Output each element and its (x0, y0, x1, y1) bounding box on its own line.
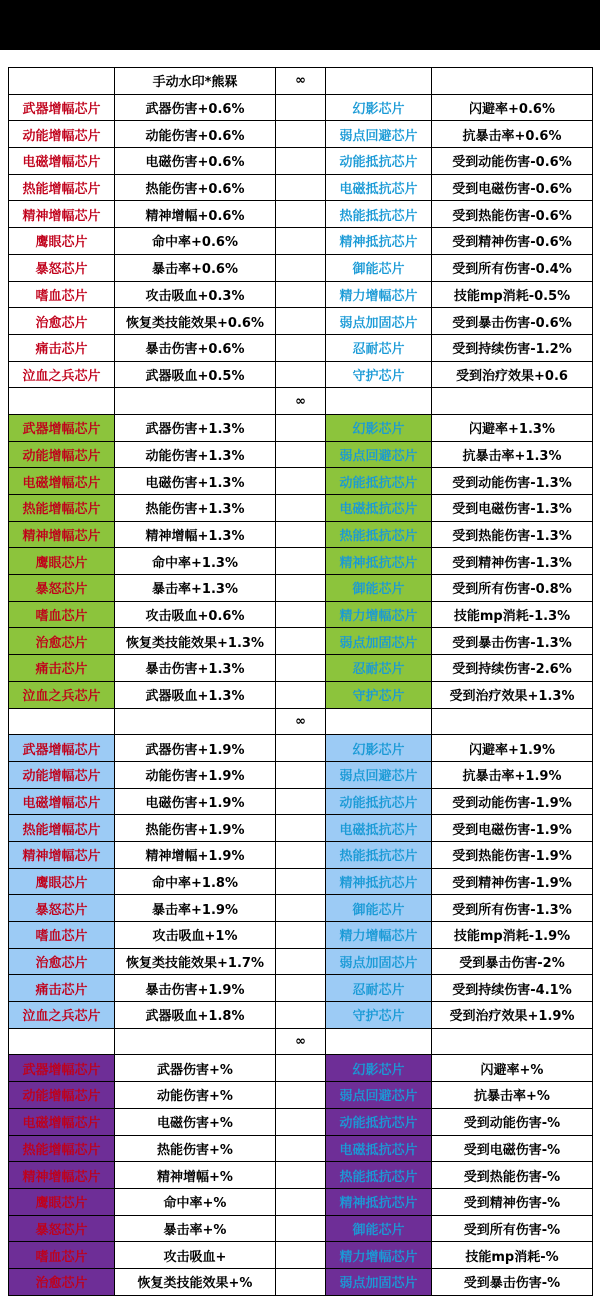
left-chip-name: 动能增幅芯片 (9, 761, 115, 788)
empty-cell (276, 308, 326, 335)
left-chip-stat: 热能伤害+0.6% (115, 174, 276, 201)
block-header-row (9, 708, 593, 735)
right-chip-name: 精神抵抗芯片 (326, 548, 432, 575)
right-chip-stat: 受到电磁伤害-1.9% (432, 815, 593, 842)
left-chip-name: 痛击芯片 (9, 975, 115, 1002)
left-chip-name: 泣血之兵芯片 (9, 681, 115, 708)
left-chip-stat: 电磁伤害+1.3% (115, 468, 276, 495)
left-chip-stat: 精神增幅+1.9% (115, 841, 276, 868)
right-chip-stat: 抗暴击率+1.9% (432, 761, 593, 788)
right-chip-name: 忍耐芯片 (326, 655, 432, 682)
left-chip-name: 武器增幅芯片 (9, 94, 115, 121)
left-chip-name: 电磁增幅芯片 (9, 468, 115, 495)
infinity-symbol: ∞ (276, 68, 326, 95)
left-chip-name: 武器增幅芯片 (9, 735, 115, 762)
empty-cell (276, 1055, 326, 1082)
empty-cell (276, 361, 326, 388)
table-row (9, 1188, 593, 1215)
table-row (9, 815, 593, 842)
left-chip-name: 电磁增幅芯片 (9, 148, 115, 175)
left-chip-name: 精神增幅芯片 (9, 1162, 115, 1189)
right-chip-name: 动能抵抗芯片 (326, 468, 432, 495)
table-row (9, 441, 593, 468)
empty-cell (276, 1135, 326, 1162)
left-chip-stat: 恢复类技能效果+% (115, 1268, 276, 1295)
right-chip-stat: 技能mp消耗-1.3% (432, 601, 593, 628)
left-chip-name: 暴怒芯片 (9, 575, 115, 602)
right-chip-name: 动能抵抗芯片 (326, 788, 432, 815)
left-chip-stat: 动能伤害+0.6% (115, 121, 276, 148)
empty-cell (276, 628, 326, 655)
table-row (9, 601, 593, 628)
table-row (9, 1135, 593, 1162)
left-chip-name: 治愈芯片 (9, 948, 115, 975)
empty-cell (326, 388, 432, 415)
table-row (9, 841, 593, 868)
table-row (9, 361, 593, 388)
right-chip-stat: 受到电磁伤害-% (432, 1135, 593, 1162)
right-chip-name: 弱点回避芯片 (326, 441, 432, 468)
right-chip-name: 幻影芯片 (326, 414, 432, 441)
empty-cell (276, 922, 326, 949)
table-row (9, 414, 593, 441)
right-chip-stat: 受到治疗效果+0.6 (432, 361, 593, 388)
empty-cell (276, 1268, 326, 1295)
right-chip-name: 精力增幅芯片 (326, 281, 432, 308)
table-row (9, 1162, 593, 1189)
block-header-row (9, 1028, 593, 1055)
right-chip-name: 忍耐芯片 (326, 975, 432, 1002)
right-chip-name: 幻影芯片 (326, 94, 432, 121)
right-chip-name: 精神抵抗芯片 (326, 868, 432, 895)
right-chip-stat: 抗暴击率+% (432, 1082, 593, 1109)
left-chip-name: 鹰眼芯片 (9, 228, 115, 255)
empty-cell (276, 1108, 326, 1135)
empty-cell (276, 228, 326, 255)
left-chip-name: 鹰眼芯片 (9, 548, 115, 575)
left-chip-stat: 恢复类技能效果+0.6% (115, 308, 276, 335)
right-chip-stat: 受到电磁伤害-0.6% (432, 174, 593, 201)
right-chip-name: 忍耐芯片 (326, 334, 432, 361)
right-chip-stat: 受到热能伤害-0.6% (432, 201, 593, 228)
empty-cell (276, 1082, 326, 1109)
right-chip-name: 弱点加固芯片 (326, 1268, 432, 1295)
empty-cell (276, 655, 326, 682)
left-chip-stat: 暴击率+% (115, 1215, 276, 1242)
right-chip-stat: 闪避率+0.6% (432, 94, 593, 121)
left-chip-stat: 动能伤害+1.3% (115, 441, 276, 468)
left-chip-stat: 动能伤害+% (115, 1082, 276, 1109)
left-chip-name: 嗜血芯片 (9, 601, 115, 628)
empty-cell (276, 94, 326, 121)
table-row (9, 121, 593, 148)
left-chip-name: 治愈芯片 (9, 628, 115, 655)
table-row (9, 334, 593, 361)
table-row (9, 281, 593, 308)
left-chip-name: 治愈芯片 (9, 308, 115, 335)
right-chip-name: 精神抵抗芯片 (326, 228, 432, 255)
left-chip-stat: 武器吸血+0.5% (115, 361, 276, 388)
table-row (9, 148, 593, 175)
right-chip-name: 精神抵抗芯片 (326, 1188, 432, 1215)
right-chip-name: 精力增幅芯片 (326, 1242, 432, 1269)
table-row (9, 788, 593, 815)
empty-cell (9, 388, 115, 415)
empty-cell (276, 868, 326, 895)
right-chip-stat: 受到持续伤害-2.6% (432, 655, 593, 682)
right-chip-name: 电磁抵抗芯片 (326, 815, 432, 842)
table-row (9, 254, 593, 281)
left-chip-stat: 热能伤害+% (115, 1135, 276, 1162)
right-chip-name: 幻影芯片 (326, 1055, 432, 1082)
right-chip-stat: 受到所有伤害-0.8% (432, 575, 593, 602)
right-chip-stat: 受到动能伤害-1.3% (432, 468, 593, 495)
left-chip-stat: 热能伤害+1.9% (115, 815, 276, 842)
left-chip-stat: 命中率+% (115, 1188, 276, 1215)
left-chip-stat: 暴击伤害+1.3% (115, 655, 276, 682)
right-chip-name: 电磁抵抗芯片 (326, 174, 432, 201)
table-body (9, 68, 593, 1296)
empty-cell (276, 735, 326, 762)
empty-cell (276, 1188, 326, 1215)
empty-cell (9, 708, 115, 735)
left-chip-stat: 暴击伤害+1.9% (115, 975, 276, 1002)
right-chip-name: 弱点回避芯片 (326, 121, 432, 148)
left-chip-name: 动能增幅芯片 (9, 121, 115, 148)
left-chip-stat: 暴击伤害+0.6% (115, 334, 276, 361)
table-row (9, 495, 593, 522)
table-row (9, 1082, 593, 1109)
left-chip-name: 热能增幅芯片 (9, 174, 115, 201)
table-row (9, 922, 593, 949)
table-row (9, 895, 593, 922)
left-chip-name: 鹰眼芯片 (9, 1188, 115, 1215)
right-chip-stat: 受到动能伤害-% (432, 1108, 593, 1135)
right-chip-stat: 受到所有伤害-1.3% (432, 895, 593, 922)
empty-cell (115, 708, 276, 735)
table-row (9, 655, 593, 682)
left-chip-name: 武器增幅芯片 (9, 1055, 115, 1082)
empty-cell (9, 68, 115, 95)
left-chip-name: 热能增幅芯片 (9, 495, 115, 522)
left-chip-name: 痛击芯片 (9, 334, 115, 361)
left-chip-stat: 武器吸血+1.3% (115, 681, 276, 708)
table-row (9, 201, 593, 228)
empty-cell (326, 1028, 432, 1055)
table-row (9, 575, 593, 602)
right-chip-stat: 受到暴击伤害-0.6% (432, 308, 593, 335)
left-chip-stat: 攻击吸血+0.6% (115, 601, 276, 628)
right-chip-name: 电磁抵抗芯片 (326, 1135, 432, 1162)
right-chip-stat: 受到所有伤害-0.4% (432, 254, 593, 281)
left-chip-stat: 暴击率+0.6% (115, 254, 276, 281)
right-chip-name: 守护芯片 (326, 1002, 432, 1029)
right-chip-name: 热能抵抗芯片 (326, 841, 432, 868)
right-chip-name: 弱点回避芯片 (326, 761, 432, 788)
left-chip-stat: 武器伤害+% (115, 1055, 276, 1082)
left-chip-stat: 电磁伤害+0.6% (115, 148, 276, 175)
left-chip-name: 嗜血芯片 (9, 281, 115, 308)
right-chip-name: 热能抵抗芯片 (326, 201, 432, 228)
right-chip-stat: 技能mp消耗-% (432, 1242, 593, 1269)
right-chip-stat: 技能mp消耗-1.9% (432, 922, 593, 949)
empty-cell (276, 148, 326, 175)
right-chip-name: 动能抵抗芯片 (326, 148, 432, 175)
left-chip-name: 嗜血芯片 (9, 922, 115, 949)
empty-cell (276, 1002, 326, 1029)
table-row (9, 1215, 593, 1242)
right-chip-name: 弱点回避芯片 (326, 1082, 432, 1109)
right-chip-stat: 受到动能伤害-1.9% (432, 788, 593, 815)
empty-cell (276, 121, 326, 148)
empty-cell (276, 1215, 326, 1242)
left-chip-name: 暴怒芯片 (9, 895, 115, 922)
table-row (9, 868, 593, 895)
right-chip-stat: 受到热能伤害-% (432, 1162, 593, 1189)
table-row (9, 761, 593, 788)
table-row (9, 681, 593, 708)
left-chip-name: 精神增幅芯片 (9, 201, 115, 228)
empty-cell (276, 441, 326, 468)
left-chip-stat: 武器伤害+0.6% (115, 94, 276, 121)
right-chip-name: 御能芯片 (326, 254, 432, 281)
left-chip-name: 痛击芯片 (9, 655, 115, 682)
right-chip-stat: 受到暴击伤害-1.3% (432, 628, 593, 655)
empty-cell (276, 815, 326, 842)
left-chip-stat: 热能伤害+1.3% (115, 495, 276, 522)
left-chip-name: 嗜血芯片 (9, 1242, 115, 1269)
right-chip-name: 热能抵抗芯片 (326, 1162, 432, 1189)
empty-cell (276, 841, 326, 868)
empty-cell (115, 1028, 276, 1055)
left-chip-name: 热能增幅芯片 (9, 1135, 115, 1162)
right-chip-stat: 受到电磁伤害-1.3% (432, 495, 593, 522)
left-chip-stat: 武器伤害+1.3% (115, 414, 276, 441)
right-chip-stat: 受到精神伤害-0.6% (432, 228, 593, 255)
empty-cell (432, 708, 593, 735)
left-chip-stat: 攻击吸血+ (115, 1242, 276, 1269)
left-chip-name: 精神增幅芯片 (9, 521, 115, 548)
left-chip-stat: 暴击率+1.3% (115, 575, 276, 602)
empty-cell (432, 68, 593, 95)
table-row (9, 1002, 593, 1029)
left-chip-name: 武器增幅芯片 (9, 414, 115, 441)
top-status-bar (0, 0, 600, 50)
right-chip-name: 御能芯片 (326, 895, 432, 922)
left-chip-name: 泣血之兵芯片 (9, 1002, 115, 1029)
left-chip-stat: 命中率+1.8% (115, 868, 276, 895)
right-chip-stat: 受到持续伤害-4.1% (432, 975, 593, 1002)
right-chip-name: 弱点加固芯片 (326, 308, 432, 335)
table-row (9, 1055, 593, 1082)
table-row (9, 94, 593, 121)
left-chip-name: 热能增幅芯片 (9, 815, 115, 842)
left-chip-name: 动能增幅芯片 (9, 441, 115, 468)
table-row (9, 468, 593, 495)
empty-cell (326, 68, 432, 95)
right-chip-stat: 受到热能伤害-1.3% (432, 521, 593, 548)
right-chip-name: 弱点加固芯片 (326, 948, 432, 975)
empty-cell (276, 681, 326, 708)
left-chip-stat: 精神增幅+0.6% (115, 201, 276, 228)
chip-stats-table (8, 67, 593, 1296)
empty-cell (276, 761, 326, 788)
left-chip-name: 治愈芯片 (9, 1268, 115, 1295)
empty-cell (276, 548, 326, 575)
watermark-title: 手动水印*熊槑 (115, 68, 276, 95)
empty-cell (276, 495, 326, 522)
infinity-symbol: ∞ (276, 1028, 326, 1055)
left-chip-stat: 电磁伤害+% (115, 1108, 276, 1135)
block-header-row (9, 388, 593, 415)
right-chip-name: 守护芯片 (326, 361, 432, 388)
empty-cell (9, 1028, 115, 1055)
left-chip-name: 暴怒芯片 (9, 1215, 115, 1242)
table-row (9, 308, 593, 335)
right-chip-name: 御能芯片 (326, 1215, 432, 1242)
left-chip-stat: 恢复类技能效果+1.3% (115, 628, 276, 655)
table-row (9, 521, 593, 548)
empty-cell (276, 414, 326, 441)
right-chip-stat: 受到暴击伤害-% (432, 1268, 593, 1295)
table-row (9, 735, 593, 762)
right-chip-stat: 闪避率+1.3% (432, 414, 593, 441)
table-row (9, 1242, 593, 1269)
empty-cell (276, 334, 326, 361)
right-chip-stat: 受到热能伤害-1.9% (432, 841, 593, 868)
empty-cell (276, 174, 326, 201)
right-chip-name: 热能抵抗芯片 (326, 521, 432, 548)
table-row (9, 228, 593, 255)
left-chip-name: 电磁增幅芯片 (9, 1108, 115, 1135)
empty-cell (276, 1162, 326, 1189)
right-chip-stat: 抗暴击率+1.3% (432, 441, 593, 468)
empty-cell (432, 388, 593, 415)
infinity-symbol: ∞ (276, 708, 326, 735)
left-chip-name: 动能增幅芯片 (9, 1082, 115, 1109)
left-chip-stat: 电磁伤害+1.9% (115, 788, 276, 815)
right-chip-stat: 闪避率+% (432, 1055, 593, 1082)
right-chip-stat: 受到暴击伤害-2% (432, 948, 593, 975)
table-row (9, 975, 593, 1002)
right-chip-stat: 受到治疗效果+1.9% (432, 1002, 593, 1029)
left-chip-stat: 武器伤害+1.9% (115, 735, 276, 762)
right-chip-name: 御能芯片 (326, 575, 432, 602)
left-chip-name: 精神增幅芯片 (9, 841, 115, 868)
right-chip-stat: 受到治疗效果+1.3% (432, 681, 593, 708)
table-row (9, 628, 593, 655)
right-chip-stat: 受到精神伤害-1.9% (432, 868, 593, 895)
right-chip-stat: 抗暴击率+0.6% (432, 121, 593, 148)
empty-cell (276, 788, 326, 815)
left-chip-stat: 命中率+0.6% (115, 228, 276, 255)
table-row (9, 174, 593, 201)
right-chip-name: 守护芯片 (326, 681, 432, 708)
right-chip-name: 弱点加固芯片 (326, 628, 432, 655)
table-row (9, 948, 593, 975)
table-row (9, 1108, 593, 1135)
empty-cell (276, 575, 326, 602)
empty-cell (276, 468, 326, 495)
right-chip-name: 精力增幅芯片 (326, 601, 432, 628)
block-header-row (9, 68, 593, 95)
empty-cell (276, 521, 326, 548)
infinity-symbol: ∞ (276, 388, 326, 415)
right-chip-name: 动能抵抗芯片 (326, 1108, 432, 1135)
left-chip-stat: 攻击吸血+0.3% (115, 281, 276, 308)
right-chip-stat: 受到精神伤害-% (432, 1188, 593, 1215)
right-chip-stat: 受到动能伤害-0.6% (432, 148, 593, 175)
left-chip-name: 电磁增幅芯片 (9, 788, 115, 815)
empty-cell (276, 1242, 326, 1269)
empty-cell (432, 1028, 593, 1055)
right-chip-stat: 受到精神伤害-1.3% (432, 548, 593, 575)
empty-cell (115, 388, 276, 415)
empty-cell (276, 281, 326, 308)
empty-cell (276, 948, 326, 975)
left-chip-stat: 武器吸血+1.8% (115, 1002, 276, 1029)
left-chip-name: 暴怒芯片 (9, 254, 115, 281)
left-chip-stat: 动能伤害+1.9% (115, 761, 276, 788)
left-chip-stat: 攻击吸血+1% (115, 922, 276, 949)
right-chip-name: 精力增幅芯片 (326, 922, 432, 949)
left-chip-stat: 暴击率+1.9% (115, 895, 276, 922)
right-chip-stat: 技能mp消耗-0.5% (432, 281, 593, 308)
left-chip-stat: 精神增幅+1.3% (115, 521, 276, 548)
right-chip-name: 电磁抵抗芯片 (326, 495, 432, 522)
empty-cell (276, 601, 326, 628)
left-chip-name: 鹰眼芯片 (9, 868, 115, 895)
left-chip-stat: 恢复类技能效果+1.7% (115, 948, 276, 975)
right-chip-stat: 闪避率+1.9% (432, 735, 593, 762)
right-chip-stat: 受到持续伤害-1.2% (432, 334, 593, 361)
empty-cell (326, 708, 432, 735)
empty-cell (276, 895, 326, 922)
left-chip-name: 泣血之兵芯片 (9, 361, 115, 388)
empty-cell (276, 975, 326, 1002)
empty-cell (276, 201, 326, 228)
table-row (9, 548, 593, 575)
left-chip-stat: 精神增幅+% (115, 1162, 276, 1189)
right-chip-name: 幻影芯片 (326, 735, 432, 762)
table-row (9, 1268, 593, 1295)
right-chip-stat: 受到所有伤害-% (432, 1215, 593, 1242)
left-chip-stat: 命中率+1.3% (115, 548, 276, 575)
empty-cell (276, 254, 326, 281)
